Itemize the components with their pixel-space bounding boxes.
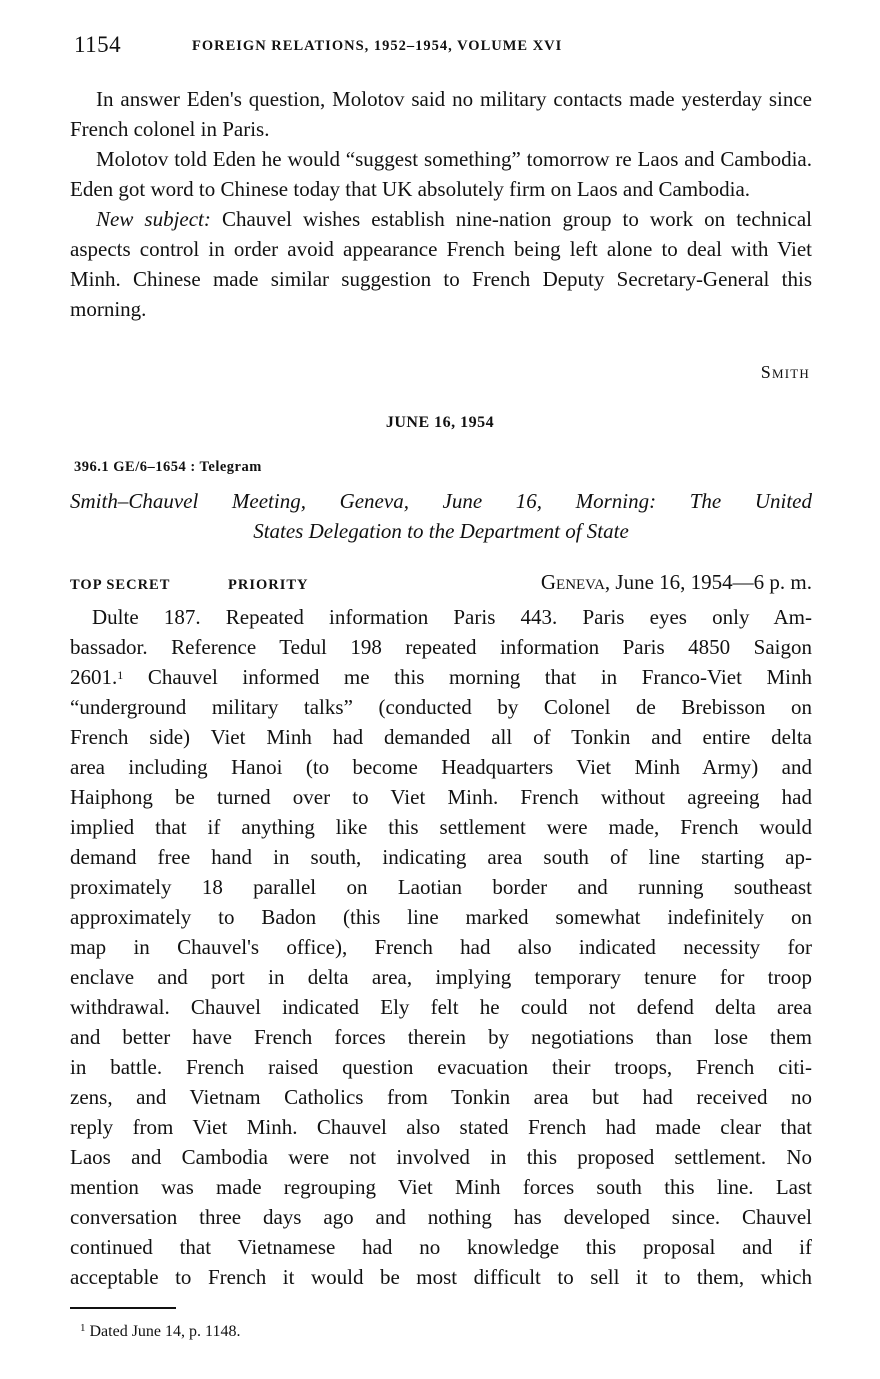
- body-line: reply from Viet Minh. Chauvel also stated French had made clear that: [70, 1115, 812, 1139]
- body-line: bassador. Reference Tedul 198 repeated information Paris 4850 Saigon: [70, 635, 812, 659]
- body-line: Laos and Cambodia were not involved in this proposed settlement. No: [70, 1145, 812, 1169]
- body-line: in battle. French raised question evacuation their troops, French citi-: [70, 1055, 812, 1079]
- document-title: [70, 486, 812, 546]
- footnote-marker: 1: [80, 1322, 86, 1334]
- file-number: 396.1 GE/6–1654 : Telegram: [74, 459, 262, 475]
- title-line: Smith–Chauvel Meeting, Geneva, June 16, Morning: The United: [70, 489, 812, 513]
- body-line: acceptable to French it would be most difficult to sell it to them, which: [70, 1265, 812, 1289]
- body-line: withdrawal. Chauvel indicated Ely felt he could not defend delta area: [70, 995, 812, 1019]
- body-line: map in Chauvel's office), French had also indicated necessity for: [70, 935, 812, 959]
- body-line: proximately 18 parallel on Laotian border and running southeast: [70, 875, 812, 899]
- body-line: Haiphong be turned over to Viet Minh. French without agreeing had: [70, 785, 812, 809]
- body-line: implied that if anything like this settlement were made, French would: [70, 815, 812, 839]
- body-line: conversation three days ago and nothing has developed since. Chauvel: [70, 1205, 812, 1229]
- body-line: enclave and port in delta area, implying temporary tenure for troop: [70, 965, 812, 989]
- dateline-datetime: June 16, 1954—6 p. m.: [610, 570, 812, 594]
- date-heading: JUNE 16, 1954: [385, 414, 495, 431]
- paragraph: In answer Eden's question, Molotov said no military contacts made yesterday since French colonel in Paris.: [70, 87, 812, 141]
- body-line: zens, and Vietnam Catholics from Tonkin area but had received no: [70, 1085, 812, 1109]
- body-line-start: 2601.: [70, 665, 118, 689]
- body-line: “underground military talks” (conducted by Colonel de Brebisson on: [70, 695, 812, 719]
- body-line-rest: Chauvel informed me this morning that in Franco-Viet Minh: [123, 665, 812, 689]
- paragraph: [70, 204, 812, 324]
- telegram-body: [70, 602, 812, 1292]
- intro-text: [70, 84, 812, 324]
- classification-secrecy: TOP SECRET: [70, 577, 171, 593]
- body-line: mention was made regrouping Viet Minh forces south this line. Last: [70, 1175, 812, 1199]
- paragraph-text: Chauvel wishes establish nine-nation group to work on technical aspects control in order avoid appearance French being left alone to deal with Viet Minh. Chinese made similar suggestion to French Deputy Secretary-General this morning.: [70, 207, 812, 321]
- footnote: [80, 1323, 240, 1341]
- classification-priority: PRIORITY: [228, 577, 309, 593]
- paragraph: Molotov told Eden he would “suggest something” tomorrow re Laos and Cambodia. Eden got word to Chinese today that UK absolutely firm on Laos and Cambodia.: [70, 147, 812, 201]
- page-number: 1154: [74, 32, 122, 57]
- signature: Smith: [760, 362, 810, 382]
- body-line: French side) Viet Minh had demanded all of Tonkin and entire delta: [70, 725, 812, 749]
- body-line: area including Hanoi (to become Headquarters Viet Minh Army) and: [70, 755, 812, 779]
- footnote-rule: [70, 1307, 176, 1309]
- new-subject-lead: New subject:: [96, 207, 211, 231]
- dateline-place: Geneva,: [540, 570, 611, 594]
- footnote-reference: 1: [117, 668, 124, 682]
- body-line: demand free hand in south, indicating area south of line starting ap-: [70, 845, 812, 869]
- title-line: States Delegation to the Department of State: [253, 519, 629, 543]
- body-line: approximately to Badon (this line marked somewhat indefinitely on: [70, 905, 812, 929]
- body-line: [70, 662, 812, 692]
- body-line: continued that Vietnamese had no knowledge this proposal and if: [70, 1235, 812, 1259]
- dateline: [541, 570, 812, 595]
- running-header: [74, 32, 814, 64]
- classification-line: [70, 570, 812, 600]
- running-title: FOREIGN RELATIONS, 1952–1954, VOLUME XVI: [192, 38, 563, 54]
- footnote-text: Dated June 14, p. 1148.: [85, 1323, 241, 1340]
- body-line: and better have French forces therein by negotiations than lose them: [70, 1025, 812, 1049]
- body-line: Dulte 187. Repeated information Paris 443. Paris eyes only Am-: [92, 605, 812, 629]
